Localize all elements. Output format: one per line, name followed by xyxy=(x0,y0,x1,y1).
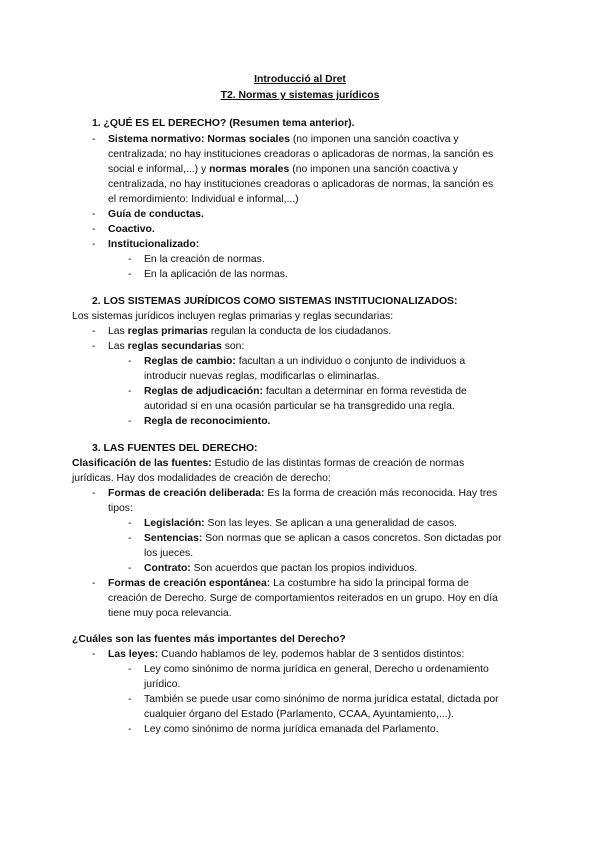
text: Las xyxy=(108,326,125,337)
list-item xyxy=(108,339,244,354)
text: facultan a determinar en forma revestida de xyxy=(265,386,467,397)
bullet-dash: - xyxy=(128,694,132,705)
bullet-dash: - xyxy=(92,239,96,250)
bold-term: Reglas de adjudicación: xyxy=(144,386,263,397)
text-line: tipos: xyxy=(108,503,133,514)
list-item: Guía de conductas. xyxy=(108,209,204,220)
text-line: jurídico. xyxy=(144,679,181,690)
list-item: Regla de reconocimiento. xyxy=(144,416,271,427)
text: Estudio de las distintas formas de creación de normas xyxy=(214,458,465,469)
bold-term: Las leyes: xyxy=(108,649,159,660)
bullet-dash: - xyxy=(128,416,132,427)
text-line xyxy=(72,456,464,471)
section-1-heading: 1. ¿QUÉ ES EL DERECHO? (Resumen tema anterior). xyxy=(92,118,355,129)
list-item: Ley como sinónimo de norma jurídica en general, Derecho u ordenamiento xyxy=(144,664,489,675)
text-line: jurídicas. Hay dos modalidades de creación de derecho: xyxy=(72,473,331,484)
bold-term: Reglas de cambio: xyxy=(144,356,236,367)
bold-term: normas morales xyxy=(209,164,290,175)
bold-term: Contrato: xyxy=(144,563,191,574)
list-item: En la aplicación de las normas. xyxy=(144,269,288,280)
list-item xyxy=(144,531,502,546)
text: Cuando hablamos de ley, podemos hablar de 3 sentidos distintos: xyxy=(161,649,465,660)
text: Son acuerdos que pactan los propios individuos. xyxy=(193,563,418,574)
bullet-dash: - xyxy=(92,209,96,220)
document-title: Introducció al Dret xyxy=(254,74,346,85)
bold-term: Legislación: xyxy=(144,518,205,529)
bold-term: Normas sociales xyxy=(207,134,290,145)
list-item xyxy=(108,576,469,591)
list-item: Institucionalizado: xyxy=(108,239,200,250)
bullet-dash: - xyxy=(92,488,96,499)
bullet-dash: - xyxy=(92,134,96,145)
list-item xyxy=(144,354,465,369)
list-item xyxy=(108,486,497,501)
bullet-dash: - xyxy=(128,518,132,529)
bold-term: reglas primarias xyxy=(127,326,208,337)
bullet-dash: - xyxy=(128,269,132,280)
bullet-dash: - xyxy=(128,724,132,735)
text: (no imponen una sanción coactiva y xyxy=(292,134,459,145)
bold-term: Formas de creación espontánea: xyxy=(108,578,271,589)
text: Son normas que se aplican a casos concretos. Son dictadas por xyxy=(205,533,502,544)
bold-term: reglas secundarias xyxy=(127,341,222,352)
section-2-heading: 2. LOS SISTEMAS JURÍDICOS COMO SISTEMAS INSTITUCIONALIZADOS: xyxy=(92,296,458,307)
bullet-dash: - xyxy=(92,326,96,337)
text-line: introducir nuevas reglas, modificarlas o eliminarlas. xyxy=(144,371,380,382)
text-line: centralizada; no hay instituciones creadoras o aplicadoras de normas, la sanción es xyxy=(108,149,494,160)
text: (no imponen una sanción coactiva y xyxy=(292,164,459,175)
text-line: creación de Derecho. Surge de comportamientos reiterados en un grupo. Hoy en día xyxy=(108,593,498,604)
text: facultan a un individuo o conjunto de individuos a xyxy=(238,356,466,367)
text: social e informal,...) y xyxy=(108,164,207,175)
text: son: xyxy=(224,341,245,352)
text-line: autoridad si en una ocasión particular se ha transgredido una regla. xyxy=(144,401,455,412)
text-line xyxy=(108,162,458,177)
list-item xyxy=(144,561,417,576)
list-item xyxy=(144,384,467,399)
bullet-dash: - xyxy=(92,578,96,589)
text: Son las leyes. Se aplican a una generalidad de casos. xyxy=(207,518,458,529)
text: La costumbre ha sido la principal forma de xyxy=(273,578,469,589)
list-item xyxy=(108,132,459,147)
text-line: tiene muy poca relevancia. xyxy=(108,608,232,619)
text-line: cualquier órgano del Estado (Parlamento, CCAA, Ayuntamiento,...). xyxy=(144,709,454,720)
section-4-heading: ¿Cuáles son las fuentes más importantes del Derecho? xyxy=(72,634,346,645)
bullet-dash: - xyxy=(128,386,132,397)
text: Es la forma de creación más reconocida. Hay tres xyxy=(267,488,498,499)
bullet-dash: - xyxy=(92,341,96,352)
list-item: También se puede usar como sinónimo de norma jurídica estatal, dictada por xyxy=(144,694,499,705)
list-item: Coactivo. xyxy=(108,224,155,235)
bold-term: Formas de creación deliberada: xyxy=(108,488,265,499)
bullet-dash: - xyxy=(92,224,96,235)
document-subtitle: T2. Normas y sistemas jurídicos xyxy=(220,90,380,101)
bullet-dash: - xyxy=(128,254,132,265)
section-3-heading: 3. LAS FUENTES DEL DERECHO: xyxy=(92,443,258,454)
bold-term: Sentencias: xyxy=(144,533,203,544)
text-line: Los sistemas jurídicos incluyen reglas primarias y reglas secundarias: xyxy=(72,311,394,322)
text: regulan la conducta de los ciudadanos. xyxy=(210,326,392,337)
bold-term: Sistema normativo: xyxy=(108,134,205,145)
list-item xyxy=(144,516,457,531)
list-item: Ley como sinónimo de norma jurídica emanada del Parlamento. xyxy=(144,724,439,735)
list-item: En la creación de normas. xyxy=(144,254,265,265)
bullet-dash: - xyxy=(128,664,132,675)
bullet-dash: - xyxy=(128,356,132,367)
text-line: el remordimiento: Individual e informal,...) xyxy=(108,194,299,205)
bullet-dash: - xyxy=(128,563,132,574)
text-line: los jueces. xyxy=(144,548,194,559)
text: Las xyxy=(108,341,125,352)
bullet-dash: - xyxy=(92,649,96,660)
bullet-dash: - xyxy=(128,533,132,544)
bold-term: Clasificación de las fuentes: xyxy=(72,458,212,469)
list-item xyxy=(108,324,391,339)
list-item xyxy=(108,647,464,662)
text-line: centralizada, no hay instituciones creadoras o aplicadoras de normas, la sanción es xyxy=(108,179,494,190)
